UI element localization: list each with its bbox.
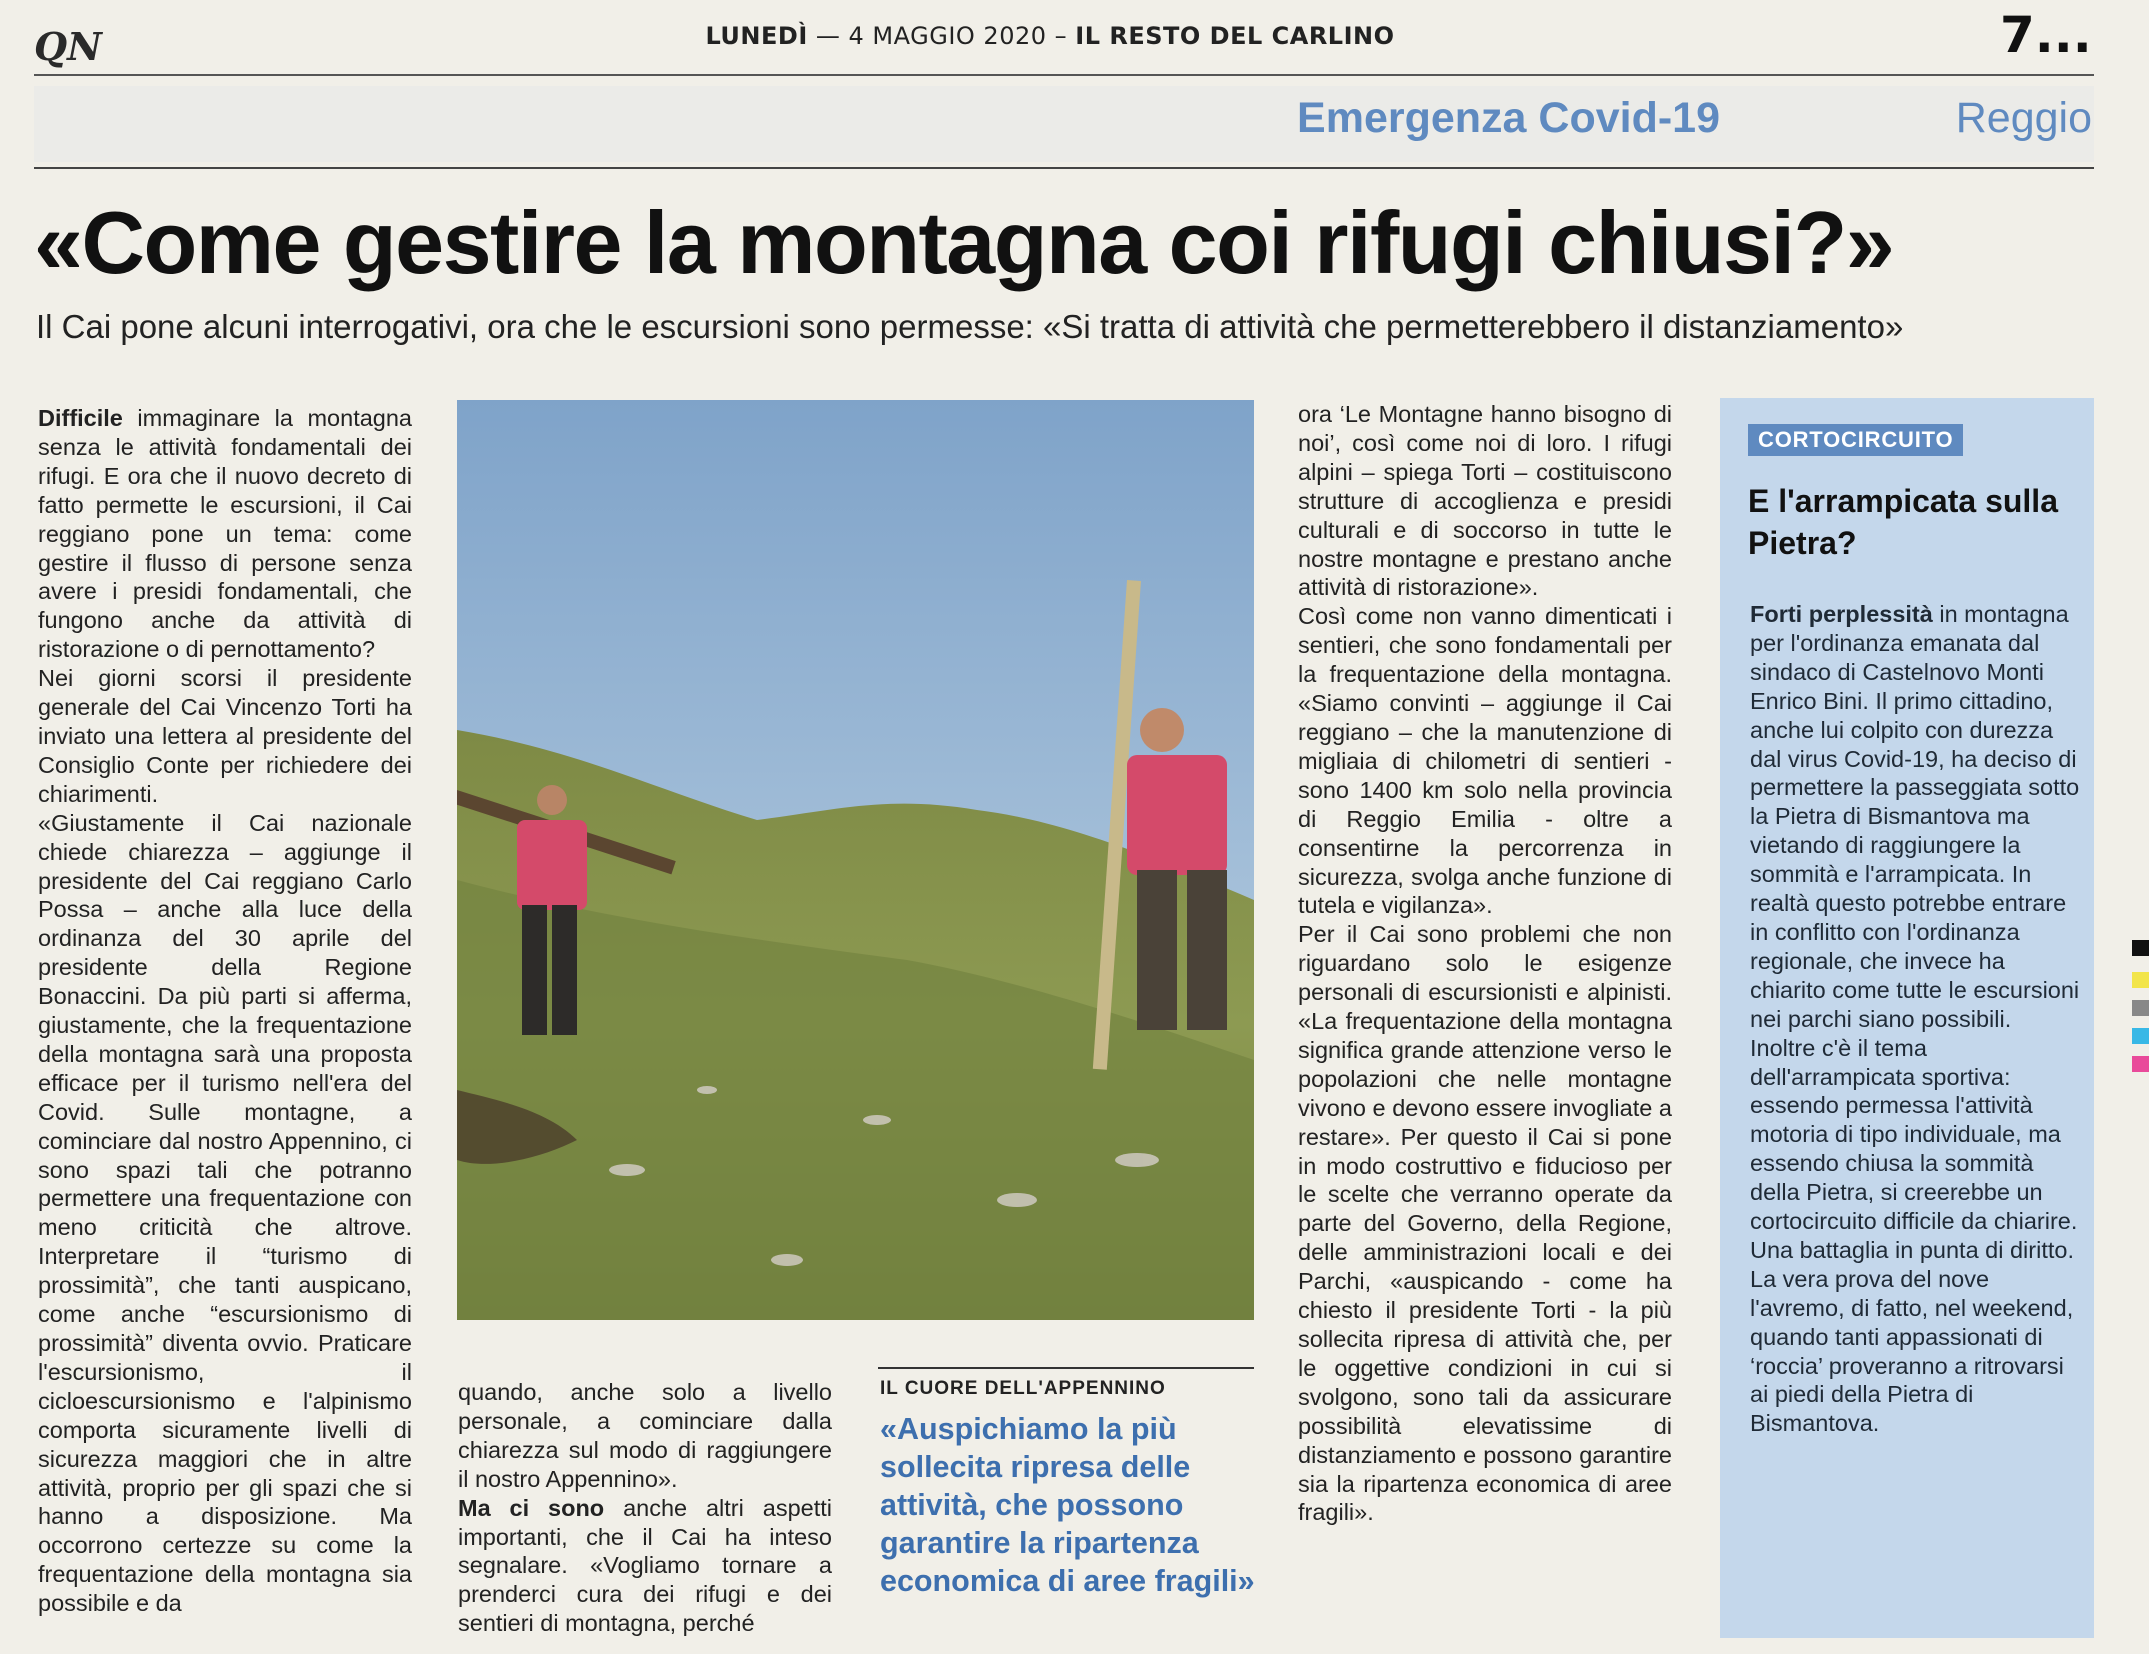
registration-mark <box>2132 1028 2149 1044</box>
paragraph: quando, anche solo a livello personale, a cominciare dalla chiarezza sul modo di raggiungere il nostro Appennino». <box>458 1379 832 1492</box>
paragraph: Così come non vanno dimenticati i sentieri, che sono fondamentali per la frequentazione della montagna. «Siamo convinti – aggiunge il Cai reggiano – che la manutenzione di migliaia di chilometri di sentieri - sono 1400 km solo nella provincia di Reggio Emilia - oltre a consentirne la percorrenza in sicurezza, svolga anche funzione di tutela e vigilanza». <box>1298 603 1672 919</box>
sidebar-tag: CORTOCIRCUITO <box>1748 424 1963 456</box>
sidebar-lead: Forti perplessità <box>1750 601 1933 627</box>
lead-word: Difficile <box>38 405 123 431</box>
subheadline: Il Cai pone alcuni interrogativi, ora che le escursioni sono permesse: «Si tratta di attività che permetterebbero il distanziamento» <box>36 308 1904 345</box>
top-rule <box>34 74 2094 76</box>
page-number: 7... <box>2000 6 2092 64</box>
pullquote-rule <box>878 1367 1254 1369</box>
masthead-paper: IL RESTO DEL CARLINO <box>1075 22 1395 50</box>
section-bar <box>34 86 2094 162</box>
section-title: Emergenza Covid-19 <box>1297 94 1720 142</box>
registration-mark <box>2132 1000 2149 1016</box>
paragraph: Ma ci sono anche altri aspetti importanti, che il Cai ha inteso segnalare. «Vogliamo tornare a prenderci cura dei rifugi e dei sentieri di montagna, perché <box>458 1494 832 1637</box>
masthead-date: 4 MAGGIO 2020 <box>848 22 1047 50</box>
article-column-1 <box>38 404 412 1618</box>
registration-mark <box>2132 972 2149 988</box>
qn-logo <box>34 24 120 70</box>
article-column-3 <box>1298 400 1672 1527</box>
paragraph: «Giustamente il Cai nazionale chiede chiarezza – aggiunge il presidente del Cai reggiano Carlo Possa – anche alla luce della ordinanza del 30 aprile del presidente della Regione Bonaccini. Da più parti si afferma, giustamente, che la frequentazione della montagna sarà una proposta efficace per il turismo nell'era del Covid. Sulle montagne, a cominciare dal nostro Appennino, ci sono spazi tali che potranno permettere una frequentazione con meno criticità che altrove. Interpretare il “turismo di prossimità”, che tanti auspicano, come anche “escursionismo di prossimità” diventa ovvio. Praticare l'escursionismo, il cicloescursionismo e l'alpinismo comporta sicuramente livelli di sicurezza maggiori che in altre attività, proprio per gli spazi che si hanno a disposizione. Ma occorrono certezze su come la frequentazione della montagna sia possibile e da <box>38 809 412 1617</box>
section-rule <box>34 167 2094 169</box>
lead-phrase: Ma ci sono <box>458 1494 605 1521</box>
pullquote-text: «Auspichiamo la più sollecita ripresa delle attività, che possono garantire la ripartenza economica di aree fragili» <box>880 1412 1255 1598</box>
sidebar-title: E l'arrampicata sulla Pietra? <box>1748 483 2058 561</box>
paragraph: Per il Cai sono problemi che non riguardano solo le esigenze personali di escursionisti e alpinisti. «La frequentazione della montagna significa grande attenzione verso le popolazioni che nelle montagne vivono e devono essere invogliate a restare». Per questo il Cai si pone in modo costruttivo e fiducioso per le scelte che verranno operate da parte del Governo, della Regione, delle amministrazioni locali e dei Parchi, «auspicando - come ha chiesto il presidente Torti - la più sollecita ripresa di attività che, per le oggettive condizioni in cui si svolgono, sono tali da assicurare possibilità elevatissime di distanziamento e possono garantire sia la ripartenza economica di aree fragili». <box>1298 921 1672 1526</box>
masthead-line: LUNEDÌ — 4 MAGGIO 2020 – IL RESTO DEL CARLINO <box>705 22 1395 50</box>
registration-mark <box>2132 940 2149 956</box>
masthead-day: LUNEDÌ <box>705 22 808 50</box>
city-label: Reggio <box>1955 94 2092 142</box>
sidebar-body: Forti perplessità in montagna per l'ordinanza emanata dal sindaco di Castelnovo Monti Enrico Bini. Il primo cittadino, anche lui colpito con durezza dal virus Covid-19, ha deciso di permettere la passeggiata sotto la Pietra di Bismantova ma vietando di raggiungere la sommità e l'arrampicata. In realtà questo potrebbe entrare in conflitto con l'ordinanza regionale, che invece ha chiarito come tutte le escursioni nei parchi siano possibili. Inoltre c'è il tema dell'arrampicata sportiva: essendo permessa l'attività motoria di tipo individuale, ma essendo chiusa la sommità della Pietra, si creerebbe un cortocircuito difficile da chiarire. Una battaglia in punta di diritto. La vera prova del nove l'avremo, di fatto, nel weekend, quando tanti appassionati di ‘roccia’ proveranno a ritrovarsi ai piedi della Pietra di Bismantova. <box>1750 601 2080 1437</box>
headline: «Come gestire la montagna coi rifugi chiusi?» <box>34 193 1894 292</box>
paragraph: Nei giorni scorsi il presidente generale del Cai Vincenzo Torti ha inviato una lettera al presidente del Consiglio Conte per richiedere dei chiarimenti. <box>38 665 412 807</box>
registration-mark <box>2132 1056 2149 1072</box>
article-column-2 <box>458 1378 832 1638</box>
paragraph: Difficile immaginare la montagna senza le attività fondamentali dei rifugi. E ora che il nuovo decreto di fatto permette le escursioni, il Cai reggiano pone un tema: come gestire il flusso di persone senza avere i presidi fondamentali, che fungono anche da attività di ristorazione o di pernottamento? <box>38 405 412 663</box>
paragraph: ora ‘Le Montagne hanno bisogno di noi’, così come noi di loro. I rifugi alpini – spiega Torti – costituiscono strutture di accoglienza e presidi culturali e di soccorso in tutte le nostre montagne e prestano anche attività di ristorazione». <box>1298 401 1672 601</box>
qn-logo-text: QN <box>34 24 102 69</box>
hikers-photo <box>457 400 1254 1320</box>
pullquote-label: IL CUORE DELL'APPENNINO <box>880 1378 1166 1399</box>
